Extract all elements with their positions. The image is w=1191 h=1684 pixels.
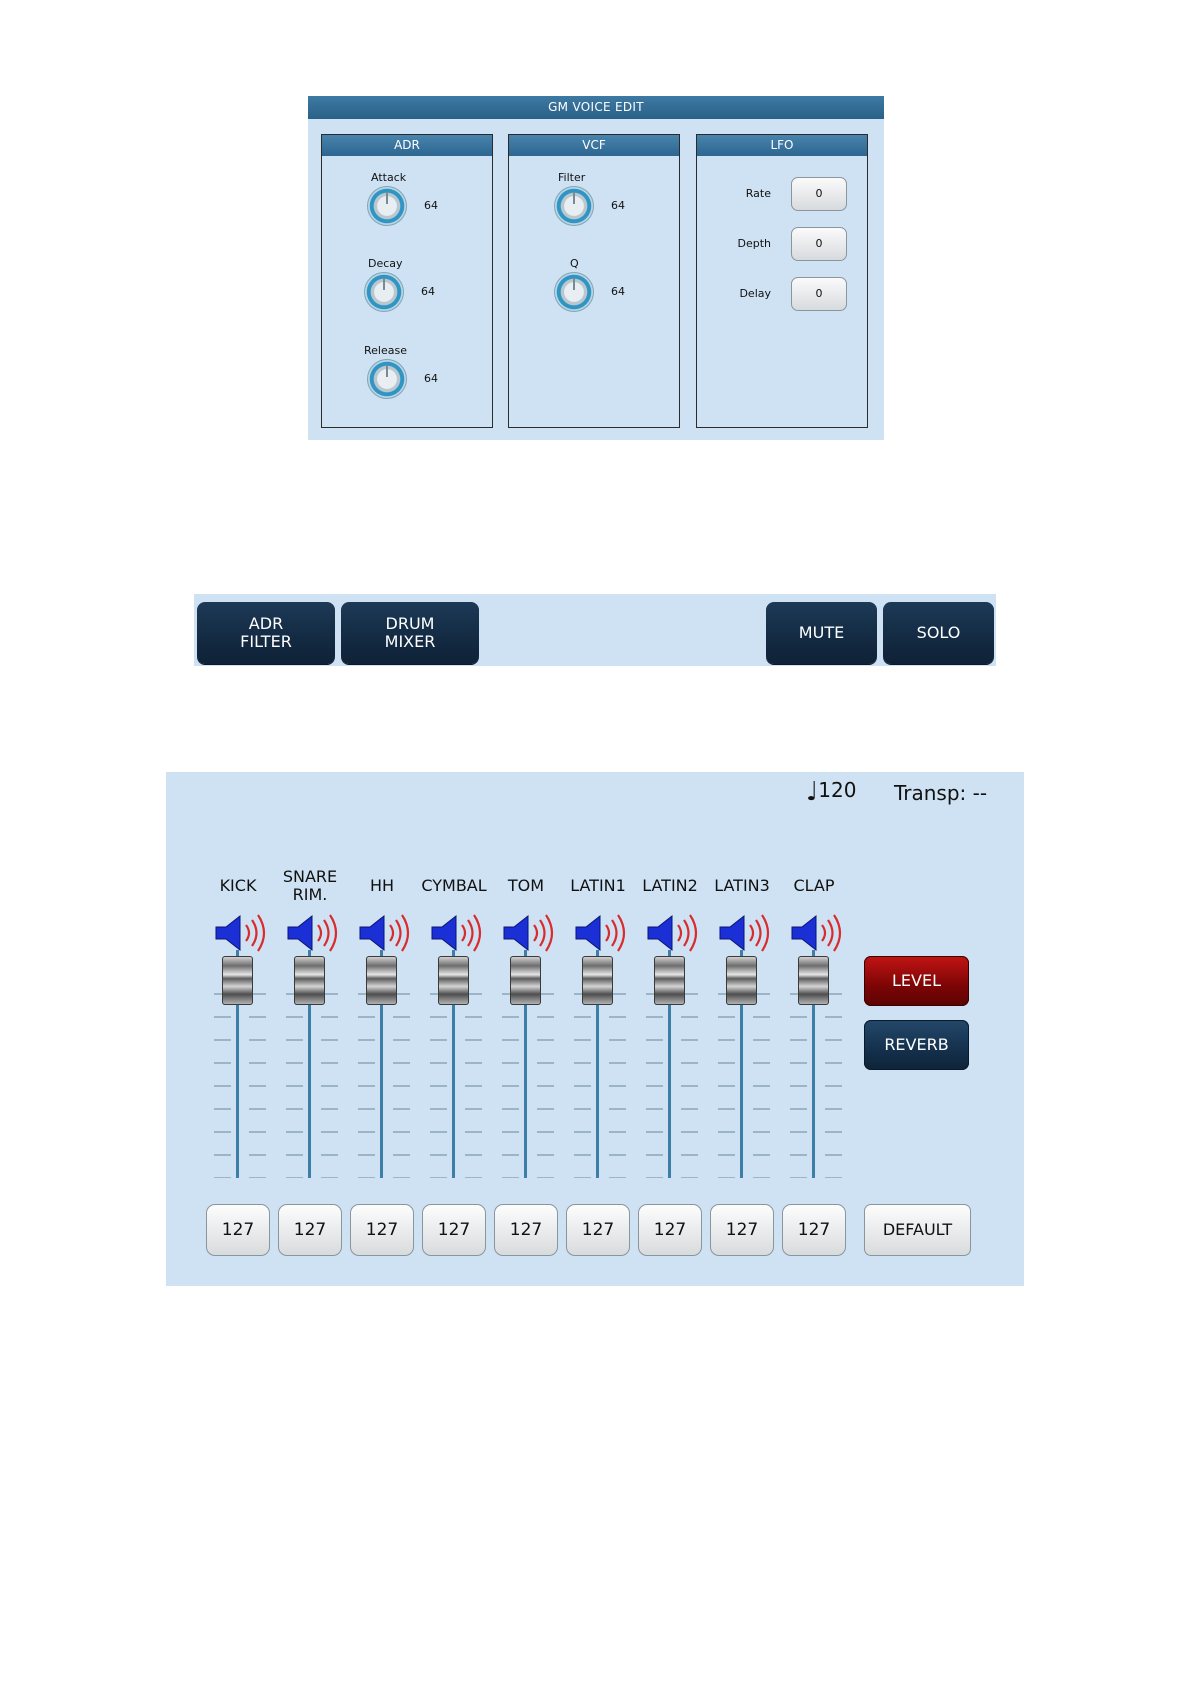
depth-field[interactable]: 0 [791, 227, 847, 261]
fader-handle[interactable] [294, 956, 325, 1005]
filter-knob[interactable] [554, 186, 594, 226]
fader-handle[interactable] [438, 956, 469, 1005]
channel-value-button[interactable]: 127 [782, 1204, 846, 1256]
attack-control [348, 171, 468, 231]
fader-handle[interactable] [582, 956, 613, 1005]
fader-scale [718, 990, 770, 1178]
channel-value-button[interactable]: 127 [206, 1204, 270, 1256]
channel-name [634, 877, 706, 895]
channel-value-button[interactable]: 127 [350, 1204, 414, 1256]
speaker-icon[interactable] [358, 912, 414, 954]
adr-section [321, 134, 493, 428]
speaker-icon[interactable] [502, 912, 558, 954]
channel-value-button[interactable]: 127 [566, 1204, 630, 1256]
channel-strip [346, 772, 418, 1286]
vcf-header: VCF [509, 135, 679, 156]
channel-value-button[interactable]: 127 [710, 1204, 774, 1256]
decay-value: 64 [421, 285, 435, 298]
delay-label: Delay [739, 287, 771, 300]
channel-name [706, 877, 778, 895]
speaker-icon[interactable] [646, 912, 702, 954]
channel-name [418, 877, 490, 895]
channel-name-line: LATIN3 [714, 876, 770, 895]
channel-name-line: KICK [219, 876, 257, 895]
voice-edit-title: GM VOICE EDIT [308, 96, 884, 119]
channel-name [562, 877, 634, 895]
channel-name [346, 877, 418, 895]
q-value: 64 [611, 285, 625, 298]
q-control [535, 257, 655, 317]
channel-strip [418, 772, 490, 1286]
delay-field[interactable]: 0 [791, 277, 847, 311]
filter-value: 64 [611, 199, 625, 212]
speaker-icon[interactable] [286, 912, 342, 954]
channel-strip [562, 772, 634, 1286]
adr-filter-label [240, 615, 292, 651]
default-button[interactable]: DEFAULT [864, 1204, 971, 1256]
reverb-button[interactable]: REVERB [864, 1020, 969, 1070]
fader-scale [646, 990, 698, 1178]
drum-mixer-panel [166, 772, 1024, 1286]
depth-label: Depth [737, 237, 771, 250]
fader-scale [430, 990, 482, 1178]
channel-name-line: SNARE [282, 867, 338, 886]
speaker-icon[interactable] [430, 912, 486, 954]
mute-button[interactable]: MUTE [766, 602, 877, 664]
fader-scale [358, 990, 410, 1178]
filter-control [535, 171, 655, 231]
channel-value-button[interactable]: 127 [278, 1204, 342, 1256]
fader-scale [286, 990, 338, 1178]
channel-strip [634, 772, 706, 1286]
quarter-note-icon: ♩ [806, 777, 819, 807]
channel-name-line: CLAP [793, 876, 835, 895]
speaker-icon[interactable] [574, 912, 630, 954]
fader-handle[interactable] [798, 956, 829, 1005]
channel-name-line: RIM. [292, 885, 328, 904]
level-button[interactable]: LEVEL [864, 956, 969, 1006]
channel-name [202, 877, 274, 895]
channel-strip [778, 772, 850, 1286]
drum-mixer-button[interactable] [341, 602, 479, 664]
channel-name-line: LATIN2 [642, 876, 698, 895]
fader-scale [502, 990, 554, 1178]
fader-handle[interactable] [654, 956, 685, 1005]
tempo-value: 120 [818, 778, 857, 802]
lfo-header: LFO [697, 135, 867, 156]
attack-knob[interactable] [367, 186, 407, 226]
adr-header: ADR [322, 135, 492, 156]
decay-control [348, 257, 468, 317]
delay-row [697, 277, 867, 311]
adr-filter-button[interactable] [197, 602, 335, 664]
decay-knob[interactable] [364, 272, 404, 312]
rate-field[interactable]: 0 [791, 177, 847, 211]
attack-label: Attack [371, 171, 407, 184]
channel-name-line: CYMBAL [421, 876, 487, 895]
speaker-icon[interactable] [790, 912, 846, 954]
channel-value-button[interactable]: 127 [638, 1204, 702, 1256]
channel-name [490, 877, 562, 895]
channel-name-line: TOM [507, 876, 545, 895]
channel-strip [202, 772, 274, 1286]
depth-row [697, 227, 867, 261]
fader-handle[interactable] [726, 956, 757, 1005]
fader-scale [574, 990, 626, 1178]
channel-value-button[interactable]: 127 [422, 1204, 486, 1256]
channel-name [778, 877, 850, 895]
q-knob[interactable] [554, 272, 594, 312]
gm-voice-edit-panel [308, 96, 884, 440]
channel-strip [274, 772, 346, 1286]
drum-mixer-label [385, 615, 436, 651]
release-knob[interactable] [367, 359, 407, 399]
fader-scale [214, 990, 266, 1178]
channel-strip [706, 772, 778, 1286]
fader-handle[interactable] [222, 956, 253, 1005]
channel-value-button[interactable]: 127 [494, 1204, 558, 1256]
attack-value: 64 [424, 199, 438, 212]
speaker-icon[interactable] [718, 912, 774, 954]
adr-filter-line2: FILTER [240, 632, 292, 651]
channel-name-line: LATIN1 [570, 876, 626, 895]
lfo-section [696, 134, 868, 428]
channel-name-line: HH [369, 876, 395, 895]
release-label: Release [364, 344, 407, 357]
fader-handle[interactable] [510, 956, 541, 1005]
q-label: Q [570, 257, 579, 270]
transpose-display: Transp: -- [894, 781, 988, 805]
speaker-icon[interactable] [214, 912, 270, 954]
drum-mixer-line2: MIXER [384, 632, 436, 651]
channel-strip [490, 772, 562, 1286]
adr-filter-line1: ADR [248, 614, 284, 633]
channel-name [274, 868, 346, 904]
release-control [348, 344, 468, 404]
fader-handle[interactable] [366, 956, 397, 1005]
vcf-section [508, 134, 680, 428]
function-button-bar [194, 594, 996, 666]
rate-row [697, 177, 867, 211]
release-value: 64 [424, 372, 438, 385]
solo-button[interactable]: SOLO [883, 602, 994, 664]
filter-label: Filter [558, 171, 586, 184]
rate-label: Rate [745, 187, 771, 200]
drum-mixer-line1: DRUM [385, 614, 435, 633]
decay-label: Decay [368, 257, 403, 270]
fader-scale [790, 990, 842, 1178]
